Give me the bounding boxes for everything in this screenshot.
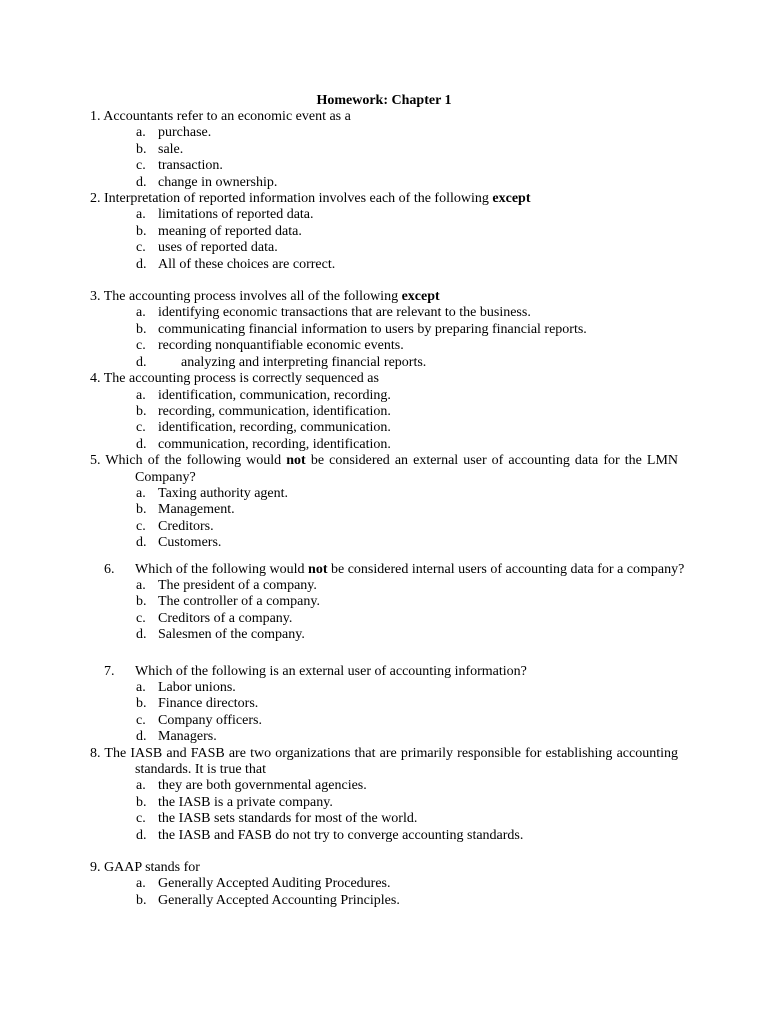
option-letter: d. <box>136 535 147 551</box>
option-letter: d. <box>136 827 147 843</box>
answer-option <box>90 680 678 696</box>
option-text: Taxing authority agent. <box>158 485 289 501</box>
option-text: the IASB and FASB do not try to converge accounting standards. <box>158 827 524 843</box>
option-text: Creditors. <box>158 518 214 534</box>
blank-line <box>90 552 678 562</box>
option-letter: b. <box>136 594 147 610</box>
answer-option <box>90 811 678 827</box>
question-6-stem <box>90 561 685 578</box>
question-7-stem <box>90 664 678 680</box>
emphasis-word: except <box>401 289 440 305</box>
question-number: 7. <box>104 663 115 679</box>
option-text: analyzing and interpreting financial reports. <box>181 354 427 370</box>
option-letter: b. <box>136 223 147 239</box>
question-list <box>90 109 685 909</box>
option-text: communicating financial information to users by preparing financial reports. <box>158 321 587 337</box>
option-text: Customers. <box>158 535 222 551</box>
option-letter: d. <box>136 729 147 745</box>
option-letter: c. <box>136 712 146 728</box>
question-5-stem <box>90 453 678 486</box>
answer-option <box>90 502 678 518</box>
answer-option <box>90 338 678 354</box>
option-letter: b. <box>136 696 147 712</box>
question-text: The IASB and FASB are two organizations that are primarily responsible for establishing accounting standards. It is true that <box>104 745 678 778</box>
option-letter: b. <box>136 321 147 337</box>
question-3 <box>90 289 678 371</box>
question-number: 3. <box>90 289 101 305</box>
option-text: uses of reported data. <box>158 240 278 256</box>
answer-option <box>90 388 678 404</box>
answer-options <box>90 680 678 746</box>
emphasis-word: not <box>308 561 328 577</box>
option-letter: a. <box>136 305 146 321</box>
answer-options <box>90 207 678 273</box>
answer-option <box>90 355 678 371</box>
question-number: 4. <box>90 371 101 387</box>
option-text: Managers. <box>158 729 217 745</box>
question-text: The accounting process involves all of the following <box>103 289 399 305</box>
option-letter: c. <box>136 338 146 354</box>
option-text: All of these choices are correct. <box>158 256 336 272</box>
option-letter: a. <box>136 207 146 223</box>
answer-options <box>90 125 678 191</box>
question-9-stem <box>90 860 678 876</box>
option-letter: b. <box>136 502 147 518</box>
answer-option <box>90 713 678 729</box>
answer-option <box>90 696 678 712</box>
answer-option <box>90 828 678 844</box>
emphasis-word: not <box>286 453 306 469</box>
answer-option <box>90 305 678 321</box>
option-letter: c. <box>136 610 146 626</box>
answer-options <box>90 778 678 844</box>
option-text: Generally Accepted Auditing Procedures. <box>158 876 391 892</box>
question-2-stem <box>90 191 678 207</box>
question-4-stem <box>90 371 678 387</box>
question-9 <box>90 860 678 909</box>
option-text: communication, recording, identification. <box>158 436 391 452</box>
question-number: 1. <box>90 109 101 124</box>
answer-option <box>90 535 678 551</box>
question-number: 6. <box>104 561 115 577</box>
option-text: identification, communication, recording. <box>158 387 391 403</box>
page-title: Homework: Chapter 1 <box>316 93 452 108</box>
answer-option <box>90 778 678 794</box>
answer-option <box>90 519 678 535</box>
answer-options <box>90 486 678 552</box>
answer-option <box>90 578 678 594</box>
option-text: Management. <box>158 502 235 518</box>
option-text: change in ownership. <box>158 174 278 190</box>
blank-line <box>90 273 678 289</box>
option-text: the IASB is a private company. <box>158 794 333 810</box>
question-1-stem <box>90 109 678 125</box>
blank-line <box>90 644 678 664</box>
option-text: they are both governmental agencies. <box>158 778 367 794</box>
answer-option <box>90 125 678 141</box>
question-8 <box>90 746 678 844</box>
option-text: Salesmen of the company. <box>158 627 305 643</box>
question-8-stem <box>90 746 678 779</box>
question-2 <box>90 191 678 273</box>
question-text: The accounting process is correctly sequenced as <box>103 371 379 387</box>
answer-option <box>90 404 678 420</box>
answer-option <box>90 224 678 240</box>
option-letter: d. <box>136 627 147 643</box>
question-3-stem <box>90 289 678 305</box>
question-number: 8. <box>90 745 101 761</box>
answer-option <box>90 795 678 811</box>
answer-option <box>90 486 678 502</box>
answer-options <box>90 305 678 371</box>
answer-option <box>90 876 678 892</box>
option-text: Finance directors. <box>158 696 259 712</box>
answer-options <box>90 876 678 909</box>
option-letter: a. <box>136 778 146 794</box>
question-text: Which of the following is an external user of accounting information? <box>135 663 527 679</box>
option-text: recording, communication, identification. <box>158 403 391 419</box>
question-text: Which of the following would <box>105 453 282 469</box>
answer-options <box>90 388 678 454</box>
option-letter: a. <box>136 577 146 593</box>
question-number: 5. <box>90 453 101 469</box>
option-text: The president of a company. <box>158 577 317 593</box>
option-letter: c. <box>136 420 146 436</box>
answer-option <box>90 594 678 610</box>
answer-option <box>90 322 678 338</box>
answer-option <box>90 240 678 256</box>
question-text-continued: be considered an external user of accounting data for the LMN Company? <box>135 453 679 485</box>
option-letter: b. <box>136 141 147 157</box>
option-text: sale. <box>158 141 184 157</box>
question-7 <box>90 664 678 746</box>
answer-option <box>90 437 678 453</box>
answer-options <box>90 578 678 644</box>
option-text: Creditors of a company. <box>158 610 293 626</box>
option-letter: b. <box>136 403 147 419</box>
option-text: identifying economic transactions that are relevant to the business. <box>158 305 531 321</box>
option-text: Labor unions. <box>158 680 236 695</box>
answer-option <box>90 420 678 436</box>
option-text: transaction. <box>158 158 223 174</box>
question-text: Interpretation of reported information involves each of the following <box>104 191 489 207</box>
option-letter: d. <box>136 354 147 370</box>
option-text: identification, recording, communication. <box>158 420 391 436</box>
option-text: limitations of reported data. <box>158 207 314 223</box>
option-letter: a. <box>136 387 146 403</box>
blank-line <box>90 844 678 860</box>
option-letter: a. <box>136 485 146 501</box>
option-text: Company officers. <box>158 712 262 728</box>
option-text: meaning of reported data. <box>158 223 302 239</box>
question-text: Accountants refer to an economic event as a <box>103 109 351 124</box>
answer-option <box>90 175 678 191</box>
option-letter: d. <box>136 256 147 272</box>
answer-option <box>90 257 678 273</box>
option-letter: a. <box>136 125 146 141</box>
option-letter: a. <box>136 680 146 695</box>
question-text: GAAP stands for <box>104 860 200 876</box>
question-6 <box>90 561 685 644</box>
answer-option <box>90 893 678 909</box>
option-letter: d. <box>136 436 147 452</box>
answer-option <box>90 158 678 174</box>
answer-option <box>90 207 678 223</box>
option-letter: c. <box>136 158 146 174</box>
option-letter: b. <box>136 892 147 908</box>
option-letter: b. <box>136 794 147 810</box>
option-letter: c. <box>136 240 146 256</box>
option-text: the IASB sets standards for most of the world. <box>158 811 418 827</box>
emphasis-word: except <box>492 191 531 207</box>
option-text: recording nonquantifiable economic events. <box>158 338 404 354</box>
question-number: 2. <box>90 191 101 207</box>
answer-option <box>90 142 678 158</box>
answer-option <box>90 627 678 643</box>
option-letter: d. <box>136 174 147 190</box>
option-letter: c. <box>136 518 146 534</box>
question-number: 9. <box>90 860 101 876</box>
question-5 <box>90 453 678 551</box>
answer-option <box>90 729 678 745</box>
option-text: purchase. <box>158 125 212 141</box>
question-text: Which of the following would <box>135 561 305 577</box>
question-4 <box>90 371 678 453</box>
option-letter: a. <box>136 876 146 892</box>
answer-option <box>90 611 678 627</box>
option-text: The controller of a company. <box>158 594 320 610</box>
question-1 <box>90 109 678 191</box>
option-text: Generally Accepted Accounting Principles. <box>158 892 400 908</box>
option-letter: c. <box>136 811 146 827</box>
question-text-continued: be considered internal users of accounting data for a company? <box>330 561 685 577</box>
